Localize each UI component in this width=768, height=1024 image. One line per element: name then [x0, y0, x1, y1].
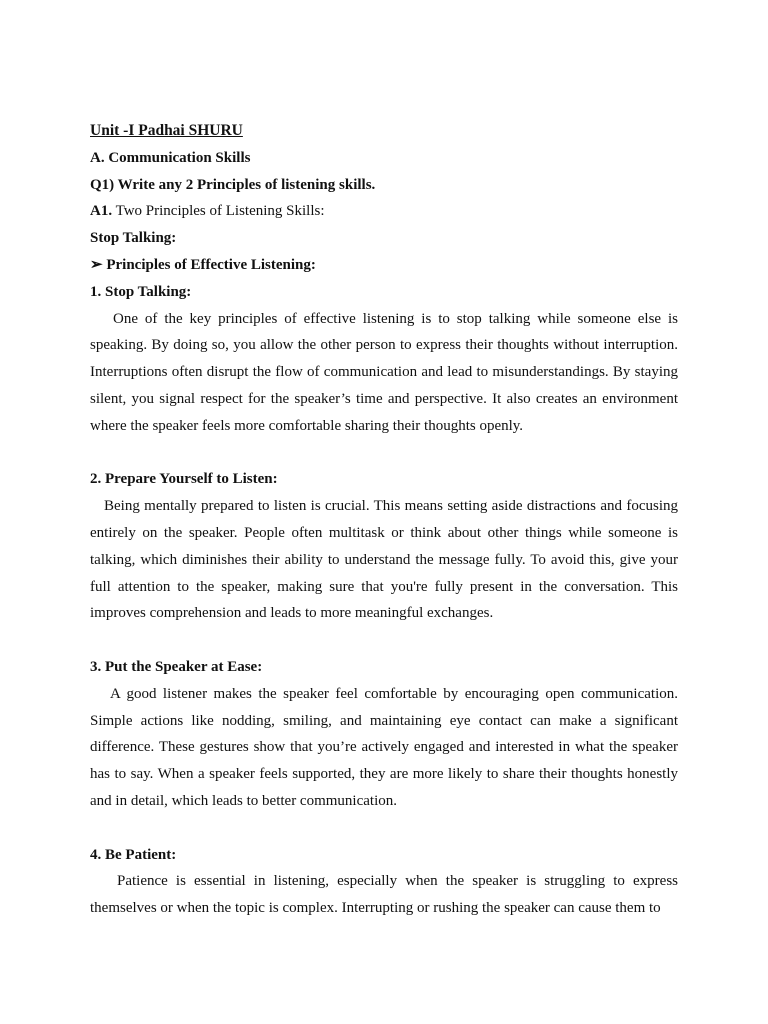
- spacer: [90, 627, 678, 654]
- point-1-heading: 1. Stop Talking:: [90, 283, 192, 300]
- section-heading: A. Communication Skills: [90, 149, 251, 166]
- point-4-heading: 4. Be Patient:: [90, 846, 177, 863]
- unit-title: Unit -I Padhai SHURU: [90, 122, 243, 139]
- stop-talking-heading: Stop Talking:: [90, 230, 177, 247]
- answer-label: A1.: [90, 203, 113, 220]
- arrow-bullet-icon: ➢: [90, 256, 103, 273]
- answer-text: Two Principles of Listening Skills:: [115, 203, 325, 220]
- question-text: Q1) Write any 2 Principles of listening skills.: [90, 176, 376, 193]
- point-2-body: Being mentally prepared to listen is crucial. This means setting aside distractions and focusing entirely on the speaker. People often multitask or think about other things while someone is talking, which diminishes their ability to understand the message fully. To avoid this, give your full attention to the speaker, making sure that you're fully present in the conversation. This improves comprehension and leads to more meaningful exchanges.: [90, 498, 678, 622]
- spacer: [90, 440, 678, 467]
- document-content: [90, 118, 678, 922]
- principles-heading: Principles of Effective Listening:: [106, 256, 316, 273]
- point-4-body: Patience is essential in listening, especially when the speaker is struggling to express themselves or when the topic is complex. Interrupting or rushing the speaker can cause them to: [90, 873, 678, 917]
- spacer: [90, 815, 678, 842]
- principles-heading-line: [90, 252, 678, 279]
- point-2-heading: 2. Prepare Yourself to Listen:: [90, 471, 278, 488]
- point-3-heading: 3. Put the Speaker at Ease:: [90, 658, 263, 675]
- point-1-body: One of the key principles of effective listening is to stop talking while someone else is speaking. By doing so, you allow the other person to express their thoughts without interruption. Interruptions often disrupt the flow of communication and lead to misunderstandings. By staying silent, you signal respect for the speaker’s time and perspective. It also creates an environment where the speaker feels more comfortable sharing their thoughts openly.: [90, 310, 678, 434]
- point-3-body: A good listener makes the speaker feel comfortable by encouraging open communication. Simple actions like nodding, smiling, and maintaining eye contact can make a significant difference. These gestures show that you’re actively engaged and interested in what the speaker has to say. When a speaker feels supported, they are more likely to share their thoughts honestly and in detail, which leads to better communication.: [90, 685, 678, 809]
- answer-line: [90, 198, 678, 225]
